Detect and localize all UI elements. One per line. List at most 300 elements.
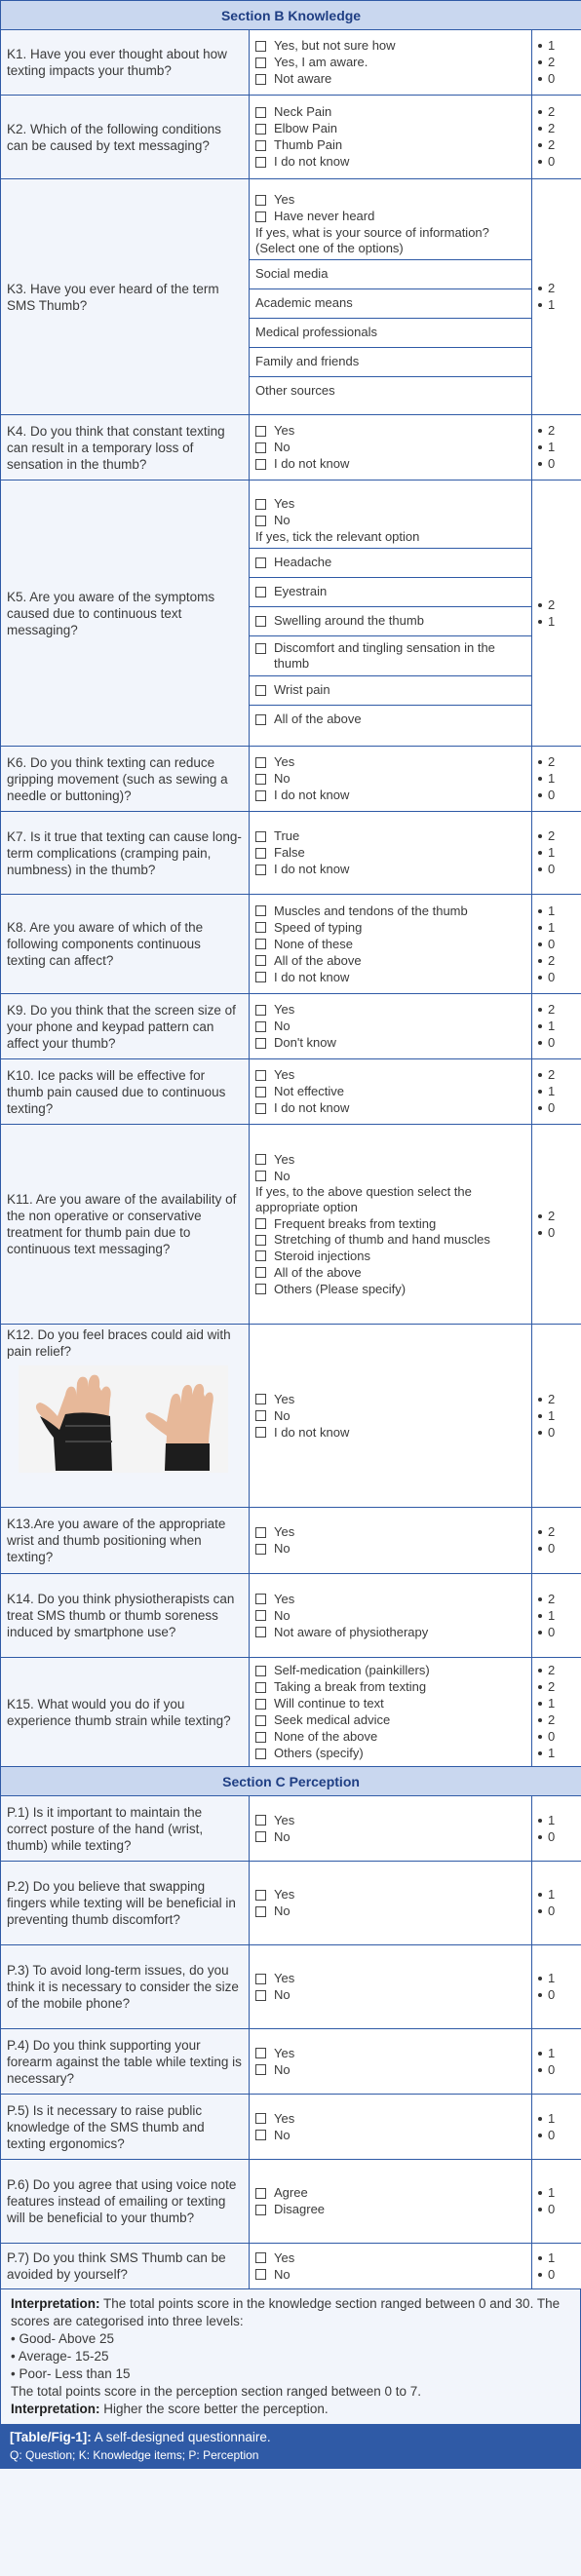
option-item[interactable]: [255, 71, 525, 88]
score-value: 2: [548, 137, 556, 152]
table-row: [1, 1945, 581, 2029]
source-option[interactable]: Other sources: [250, 376, 531, 405]
option-item[interactable]: [255, 1100, 525, 1117]
score-value: 0: [548, 1624, 556, 1639]
checkbox-icon[interactable]: [255, 757, 266, 768]
score-value: 0: [548, 2061, 556, 2077]
question-p1: P.1) Is it important to maintain the correct posture of the hand (wrist, thumb) while texting?: [1, 1796, 250, 1862]
option-item[interactable]: [255, 1696, 525, 1712]
bullet-icon: [538, 127, 542, 131]
option-item[interactable]: [255, 1151, 525, 1168]
checkbox-icon[interactable]: [255, 124, 266, 135]
option-item[interactable]: [255, 2185, 525, 2202]
checkbox-icon[interactable]: [255, 1267, 266, 1278]
option-label: Yes: [274, 2045, 295, 2060]
checkbox-icon[interactable]: [255, 587, 266, 597]
option-item[interactable]: [255, 1281, 525, 1297]
checkbox-icon[interactable]: [255, 1235, 266, 1246]
bullet-icon: [538, 110, 542, 114]
question-p5: P.5) Is it necessary to raise public knowledge of the SMS thumb and texting ergonomics?: [1, 2095, 250, 2160]
option-item[interactable]: [255, 2061, 525, 2078]
bullet-icon: [538, 2191, 542, 2195]
checkbox-icon[interactable]: [255, 905, 266, 916]
option-item[interactable]: [255, 2127, 525, 2143]
checkbox-icon[interactable]: [255, 107, 266, 118]
score-value: 0: [548, 456, 556, 471]
option-label: Others (Please specify): [274, 1281, 407, 1296]
option-item[interactable]: [255, 1002, 525, 1019]
score-value: 0: [548, 1424, 556, 1440]
bullet-icon: [538, 1893, 542, 1897]
table-row: [1, 2029, 581, 2095]
checkbox-icon[interactable]: [255, 1038, 266, 1049]
scores-k4: [532, 415, 581, 481]
table-row: [1, 747, 581, 812]
option-label: Yes: [274, 1812, 295, 1827]
bullet-icon: [538, 1024, 542, 1028]
thumb-brace-image: [19, 1365, 228, 1473]
option-item[interactable]: [255, 38, 525, 55]
option-item[interactable]: [255, 828, 525, 845]
bullet-icon: [538, 1431, 542, 1435]
score-value: 2: [548, 1067, 556, 1082]
score-value: 2: [548, 952, 556, 968]
bullet-icon: [538, 2068, 542, 2072]
question-k9: K9. Do you think that the screen size of your phone and keypad pattern can affect your thumb?: [1, 994, 250, 1059]
options-k2: [250, 96, 532, 179]
option-item[interactable]: [255, 771, 525, 788]
checkbox-icon[interactable]: [255, 1250, 266, 1261]
option-item[interactable]: [255, 952, 525, 969]
checkbox-icon[interactable]: [255, 1890, 266, 1901]
option-label: No: [274, 1541, 290, 1556]
option-label: Not aware: [274, 71, 332, 86]
checkbox-icon[interactable]: [255, 1005, 266, 1016]
option-item[interactable]: [255, 192, 525, 209]
score-value: 2: [548, 104, 556, 119]
bullet-icon: [538, 1398, 542, 1402]
option-label: Yes: [274, 1887, 295, 1902]
table-row: [1, 30, 581, 96]
checkbox-icon[interactable]: [255, 426, 266, 437]
table-row: [1, 1862, 581, 1945]
checkbox-icon[interactable]: [255, 848, 266, 859]
question-k2: K2. Which of the following conditions can be caused by text messaging?: [1, 96, 250, 179]
option-label: All of the above: [274, 711, 362, 726]
option-item[interactable]: [255, 1663, 525, 1679]
checkbox-icon[interactable]: [255, 2252, 266, 2263]
option-item[interactable]: [255, 862, 525, 878]
score-value: 2: [548, 1712, 556, 1727]
option-label: If yes, what is your source of information? (Select one of the options): [255, 224, 489, 255]
checkbox-icon[interactable]: [255, 1715, 266, 1726]
table-row: [1, 1059, 581, 1125]
option-label: I do not know: [274, 1100, 350, 1115]
checkbox-icon[interactable]: [255, 1154, 266, 1165]
option-item[interactable]: [255, 584, 525, 600]
checkbox-icon[interactable]: [255, 1815, 266, 1826]
bullet-icon: [538, 1214, 542, 1218]
score-value: 1: [548, 2045, 556, 2060]
section-c-header: Section C Perception: [1, 1767, 581, 1796]
bullet-icon: [538, 1008, 542, 1012]
option-item[interactable]: [255, 456, 525, 473]
option-item[interactable]: [255, 137, 525, 154]
bullet-icon: [538, 1735, 542, 1739]
option-item[interactable]: [255, 682, 525, 699]
option-item[interactable]: [255, 1828, 525, 1845]
bullet-icon: [538, 2208, 542, 2211]
option-item[interactable]: [255, 104, 525, 121]
question-p7: P.7) Do you think SMS Thumb can be avoided by yourself?: [1, 2244, 250, 2289]
score-value: 2: [548, 1391, 556, 1406]
checkbox-icon[interactable]: [255, 41, 266, 52]
score-value: 0: [548, 1541, 556, 1556]
bullet-icon: [538, 1414, 542, 1418]
option-label: All of the above: [274, 1264, 362, 1280]
option-label: No: [274, 440, 290, 454]
checkbox-icon[interactable]: [255, 1906, 266, 1917]
checkbox-icon[interactable]: [255, 157, 266, 168]
bullet-icon: [538, 60, 542, 64]
option-item[interactable]: [255, 154, 525, 171]
checkbox-icon[interactable]: [255, 1171, 266, 1181]
option-item[interactable]: [255, 1264, 525, 1281]
option-item[interactable]: [255, 513, 525, 529]
option-label: No: [274, 771, 290, 786]
option-item[interactable]: [255, 1679, 525, 1696]
checkbox-icon[interactable]: [255, 1666, 266, 1676]
question-k5: K5. Are you aware of the symptoms caused due to continuous text messaging?: [1, 481, 250, 747]
checkbox-icon[interactable]: [255, 643, 266, 654]
question-p3: P.3) To avoid long-term issues, do you think it is necessary to consider the size of the mobile phone?: [1, 1945, 250, 2029]
score-value: 2: [548, 596, 556, 612]
checkbox-icon[interactable]: [255, 195, 266, 206]
question-k13: K13.Are you aware of the appropriate wrist and thumb positioning when texting?: [1, 1508, 250, 1574]
bullet-icon: [538, 2256, 542, 2260]
question-p2: P.2) Do you believe that swapping fingers while texting will be beneficial in preventing thumb discomfort?: [1, 1862, 250, 1945]
table-row: [1, 1325, 581, 1508]
option-item[interactable]: [255, 1607, 525, 1624]
option-item[interactable]: [255, 1591, 525, 1607]
bullet-icon: [538, 603, 542, 607]
option-label: Yes, I am aware.: [274, 55, 368, 69]
checkbox-icon[interactable]: [255, 1682, 266, 1693]
option-item[interactable]: [255, 1746, 525, 1762]
bullet-icon: [538, 1819, 542, 1823]
option-label: Stretching of thumb and hand muscles: [274, 1232, 490, 1247]
checkbox-icon[interactable]: [255, 774, 266, 785]
checkbox-icon[interactable]: [255, 972, 266, 982]
score-value: 1: [548, 903, 556, 918]
option-item[interactable]: [255, 1407, 525, 1424]
score-value: 1: [548, 1019, 556, 1033]
option-item[interactable]: [255, 754, 525, 771]
option-item[interactable]: [255, 2249, 525, 2266]
table-row: [1, 2095, 581, 2160]
option-item[interactable]: [255, 788, 525, 804]
option-item[interactable]: [255, 711, 525, 728]
option-item[interactable]: [255, 209, 525, 225]
question-k14: K14. Do you think physiotherapists can treat SMS thumb or thumb soreness induced by smartphone use?: [1, 1574, 250, 1658]
scores-k1: [532, 30, 581, 96]
option-label: No: [274, 1407, 290, 1423]
checkbox-icon[interactable]: [255, 1974, 266, 1984]
option-item[interactable]: [255, 2266, 525, 2283]
question-k12: K12. Do you feel braces could aid with pain relief?: [1, 1325, 250, 1508]
table-row: [1, 179, 581, 415]
option-label: Yes: [274, 1067, 295, 1082]
bullet-icon: [538, 445, 542, 449]
level-item: • Good- Above 25: [11, 2331, 115, 2346]
score-value: 0: [548, 862, 556, 876]
score-value: 2: [548, 754, 556, 769]
score-value: 1: [548, 1084, 556, 1098]
option-label: Don't know: [274, 1035, 336, 1050]
option-item[interactable]: [255, 496, 525, 513]
option-label: None of these: [274, 936, 353, 951]
score-value: 0: [548, 1987, 556, 2002]
checkbox-icon[interactable]: [255, 1544, 266, 1555]
option-item[interactable]: [255, 1971, 525, 1987]
option-item[interactable]: [255, 1215, 525, 1232]
checkbox-icon[interactable]: [255, 2188, 266, 2199]
option-item[interactable]: [255, 2202, 525, 2218]
option-item[interactable]: [255, 1624, 525, 1640]
options-k5: [250, 481, 532, 747]
option-label: True: [274, 828, 300, 843]
option-item[interactable]: [255, 845, 525, 862]
checkbox-icon[interactable]: [255, 939, 266, 949]
checkbox-icon[interactable]: [255, 557, 266, 568]
checkbox-icon[interactable]: [255, 1627, 266, 1637]
bullet-icon: [538, 851, 542, 855]
option-item[interactable]: [255, 423, 525, 440]
question-k11: K11. Are you aware of the availability of the non operative or conservative treatment for thumb pain due to continuous text messaging?: [1, 1125, 250, 1325]
option-label: Not aware of physiotherapy: [274, 1624, 429, 1639]
option-item[interactable]: [255, 1887, 525, 1903]
checkbox-icon[interactable]: [255, 1087, 266, 1097]
question-k10: K10. Ice packs will be effective for thumb pain caused due to continuous texting?: [1, 1059, 250, 1125]
checkbox-icon[interactable]: [255, 74, 266, 85]
option-item[interactable]: [255, 1084, 525, 1100]
checkbox-icon[interactable]: [255, 831, 266, 842]
table-row: [1, 895, 581, 994]
option-label: If yes, tick the relevant option: [255, 528, 420, 544]
checkbox-icon[interactable]: [255, 1699, 266, 1710]
option-label: If yes, to the above question select the appropriate option: [255, 1184, 472, 1214]
question-p6: P.6) Do you agree that using voice note features instead of emailing or texting will be beneficial to your thumb?: [1, 2160, 250, 2244]
source-option[interactable]: Family and friends: [250, 347, 531, 376]
checkbox-icon[interactable]: [255, 499, 266, 510]
option-label: I do not know: [274, 788, 350, 802]
option-label: Swelling around the thumb: [274, 613, 424, 628]
checkbox-icon[interactable]: [255, 790, 266, 801]
score-value: 1: [548, 919, 556, 935]
option-item[interactable]: [255, 440, 525, 456]
checkbox-icon[interactable]: [255, 1218, 266, 1229]
option-item[interactable]: [255, 936, 525, 952]
checkbox-icon[interactable]: [255, 58, 266, 68]
option-item[interactable]: [255, 1035, 525, 1052]
bullet-icon: [538, 1614, 542, 1618]
option-label: Neck Pain: [274, 104, 332, 119]
option-label: I do not know: [274, 456, 350, 471]
question-k6: K6. Do you think texting can reduce gripping movement (such as sewing a needle or buttoning)?: [1, 747, 250, 812]
checkbox-icon[interactable]: [255, 459, 266, 470]
abbreviations: Q: Question; K: Knowledge items; P: Perception: [10, 2448, 259, 2462]
bullet-icon: [538, 1669, 542, 1672]
score-value: 1: [548, 845, 556, 860]
option-label: I do not know: [274, 969, 350, 984]
question-k7: K7. Is it true that texting can cause long-term complications (cramping pain, numbness) in the thumb?: [1, 812, 250, 895]
checkbox-icon[interactable]: [255, 955, 266, 966]
score-value: 2: [548, 828, 556, 843]
option-item[interactable]: [255, 1987, 525, 2004]
option-label: Others (specify): [274, 1746, 364, 1760]
option-label: Speed of typing: [274, 919, 363, 935]
option-item[interactable]: [255, 1067, 525, 1084]
table-row: [1, 1796, 581, 1862]
checkbox-icon[interactable]: [255, 1527, 266, 1538]
option-label: No: [274, 1019, 290, 1033]
checkbox-icon[interactable]: [255, 2130, 266, 2140]
score-value: 2: [548, 281, 556, 295]
score-value: 2: [548, 55, 556, 69]
score-value: 2: [548, 121, 556, 135]
option-item[interactable]: [255, 1232, 525, 1248]
checkbox-icon[interactable]: [255, 442, 266, 453]
score-value: 0: [548, 2202, 556, 2216]
option-label: Yes: [274, 1524, 295, 1539]
option-label: Have never heard: [274, 209, 375, 223]
scores-k2: [532, 96, 581, 179]
bullet-icon: [538, 793, 542, 797]
option-item[interactable]: [255, 1391, 525, 1407]
option-item[interactable]: [255, 1712, 525, 1729]
score-value: 0: [548, 1903, 556, 1918]
score-value: 0: [548, 154, 556, 169]
option-item[interactable]: [255, 1424, 525, 1441]
bullet-icon: [538, 1090, 542, 1094]
scores-k3: [532, 179, 581, 415]
option-item[interactable]: [255, 969, 525, 985]
checkbox-icon[interactable]: [255, 922, 266, 933]
bullet-icon: [538, 777, 542, 781]
checkbox-icon[interactable]: [255, 1394, 266, 1404]
level-item: • Average- 15-25: [11, 2349, 109, 2364]
option-item[interactable]: [255, 640, 525, 672]
checkbox-icon[interactable]: [255, 1732, 266, 1743]
checkbox-icon[interactable]: [255, 1749, 266, 1759]
source-option[interactable]: Academic means: [250, 288, 531, 318]
option-label: I do not know: [274, 1424, 350, 1440]
option-label: Yes: [274, 754, 295, 769]
checkbox-icon[interactable]: [255, 2205, 266, 2215]
checkbox-icon[interactable]: [255, 2048, 266, 2058]
option-item[interactable]: [255, 613, 525, 630]
checkbox-icon[interactable]: [255, 1410, 266, 1421]
option-label: Yes: [274, 1151, 295, 1167]
table-row: [1, 96, 581, 179]
bullet-icon: [538, 2052, 542, 2056]
bullet-icon: [538, 909, 542, 913]
checkbox-icon[interactable]: [255, 1021, 266, 1032]
score-value: 0: [548, 2127, 556, 2142]
score-value: 0: [548, 1035, 556, 1050]
bullet-icon: [538, 462, 542, 466]
option-label: Yes: [274, 496, 295, 511]
option-item[interactable]: [255, 2045, 525, 2061]
source-option[interactable]: Medical professionals: [250, 318, 531, 347]
bullet-icon: [538, 1702, 542, 1706]
option-item[interactable]: [255, 1903, 525, 1920]
checkbox-icon[interactable]: [255, 1831, 266, 1842]
option-item[interactable]: [255, 1541, 525, 1557]
option-label: All of the above: [274, 952, 362, 968]
checkbox-icon[interactable]: [255, 1103, 266, 1114]
table-row: [1, 2244, 581, 2289]
score-value: 1: [548, 1971, 556, 1985]
option-item[interactable]: [255, 2110, 525, 2127]
checkbox-icon[interactable]: [255, 140, 266, 151]
checkbox-icon[interactable]: [255, 714, 266, 725]
checkbox-icon[interactable]: [255, 2269, 266, 2280]
checkbox-icon[interactable]: [255, 2113, 266, 2124]
score-value: 1: [548, 440, 556, 454]
level-item: • Poor- Less than 15: [11, 2366, 131, 2381]
bullet-icon: [538, 760, 542, 764]
checkbox-icon[interactable]: [255, 211, 266, 222]
checkbox-icon[interactable]: [255, 616, 266, 627]
checkbox-icon[interactable]: [255, 1070, 266, 1081]
score-value: 1: [548, 1887, 556, 1902]
checkbox-icon[interactable]: [255, 2064, 266, 2075]
option-item[interactable]: [255, 1524, 525, 1541]
option-item[interactable]: [255, 555, 525, 571]
checkbox-icon[interactable]: [255, 1594, 266, 1604]
option-label: Self-medication (painkillers): [274, 1663, 430, 1677]
option-item[interactable]: [255, 1019, 525, 1035]
option-item[interactable]: [255, 1812, 525, 1828]
checkbox-icon[interactable]: [255, 685, 266, 696]
option-item[interactable]: [255, 903, 525, 919]
score-value: 1: [548, 1746, 556, 1760]
question-k8: K8. Are you aware of which of the following components continuous texting can affect?: [1, 895, 250, 994]
checkbox-icon[interactable]: [255, 1610, 266, 1621]
checkbox-icon[interactable]: [255, 865, 266, 875]
score-value: 2: [548, 1663, 556, 1677]
source-option[interactable]: Social media: [250, 259, 531, 288]
option-item[interactable]: [255, 55, 525, 71]
bullet-icon: [538, 959, 542, 963]
option-item[interactable]: [255, 1248, 525, 1264]
option-label: Yes: [274, 2249, 295, 2265]
option-item[interactable]: [255, 121, 525, 137]
checkbox-icon[interactable]: [255, 516, 266, 526]
option-label: Frequent breaks from texting: [274, 1215, 437, 1231]
checkbox-icon[interactable]: [255, 1284, 266, 1294]
question-p4: P.4) Do you think supporting your forearm against the table while texting is necessary?: [1, 2029, 250, 2095]
option-label: Disagree: [274, 2202, 326, 2216]
question-k15: K15. What would you do if you experience thumb strain while texting?: [1, 1658, 250, 1767]
option-item[interactable]: [255, 1168, 525, 1184]
checkbox-icon[interactable]: [255, 1990, 266, 2001]
option-item[interactable]: [255, 1729, 525, 1746]
option-label: Elbow Pain: [274, 121, 338, 135]
checkbox-icon[interactable]: [255, 1427, 266, 1438]
option-item[interactable]: [255, 919, 525, 936]
